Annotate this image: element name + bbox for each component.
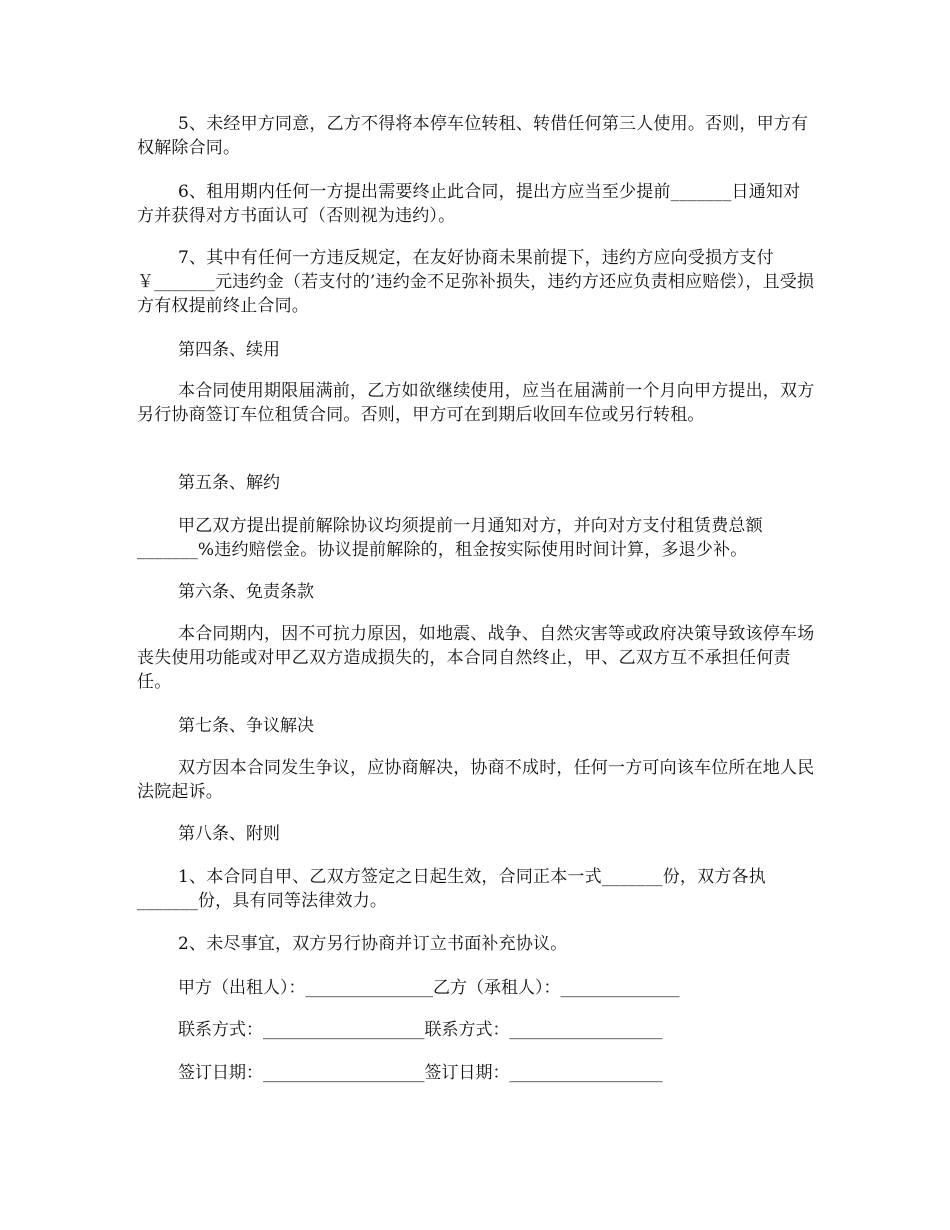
signature-date-line: 签订日期：___________________签订日期：__________________	[178, 1063, 663, 1083]
clause-8-item-1: 1、本合同自甲、乙双方签定之日起生效，合同正本一式_______份，双方各执_______份，具有同等法律效力。	[137, 867, 766, 911]
clause-5-heading: 第五条、解约	[178, 473, 280, 493]
clause-7-body: 双方因本合同发生争议，应协商解决，协商不成时，任何一方可向该车位所在地人民法院起诉。	[137, 758, 815, 802]
signature-parties-line: 甲方（出租人）：_______________乙方（承租人）：______________	[178, 978, 680, 998]
clause-6-body: 本合同期内，因不可抗力原因，如地震、战争、自然灾害等或政府决策导致该停车场丧失使用功能或对甲乙双方造成损失的，本合同自然终止，甲、乙双方互不承担任何责任。	[137, 624, 815, 692]
clause-4-heading: 第四条、续用	[178, 340, 280, 360]
clause-6-heading: 第六条、免责条款	[178, 582, 314, 602]
clause-3-item-5: 5、未经甲方同意，乙方不得将本停车位转租、转借任何第三人使用。否则，甲方有权解除合同。	[137, 114, 809, 158]
signature-contact-line: 联系方式：___________________联系方式：__________________	[178, 1020, 663, 1040]
clause-5-body: 甲乙双方提出提前解除协议均须提前一月通知对方，并向对方支付租赁费总额_______%违约赔偿金。协议提前解除的，租金按实际使用时间计算，多退少补。	[137, 516, 763, 560]
clause-7-heading: 第七条、争议解决	[178, 716, 314, 736]
clause-3-item-7: 7、其中有任何一方违反规定，在友好协商未果前提下，违约方应向受损方支付￥_______元违约金（若支付的’违约金不足弥补损失，违约方还应负责相应赔偿），且受损方有权提前终止合同。	[137, 248, 815, 316]
clause-8-item-2: 2、未尽事宜，双方另行协商并订立书面补充协议。	[178, 934, 568, 954]
clause-3-item-6: 6、租用期内任何一方提出需要终止此合同，提出方应当至少提前_______日通知对方并获得对方书面认可（否则视为违约）。	[137, 182, 801, 226]
clause-8-heading: 第八条、附则	[178, 824, 280, 844]
clause-4-body: 本合同使用期限届满前，乙方如欲继续使用，应当在届满前一个月向甲方提出，双方另行协商签订车位租赁合同。否则，甲方可在到期后收回车位或另行转租。	[137, 381, 815, 425]
